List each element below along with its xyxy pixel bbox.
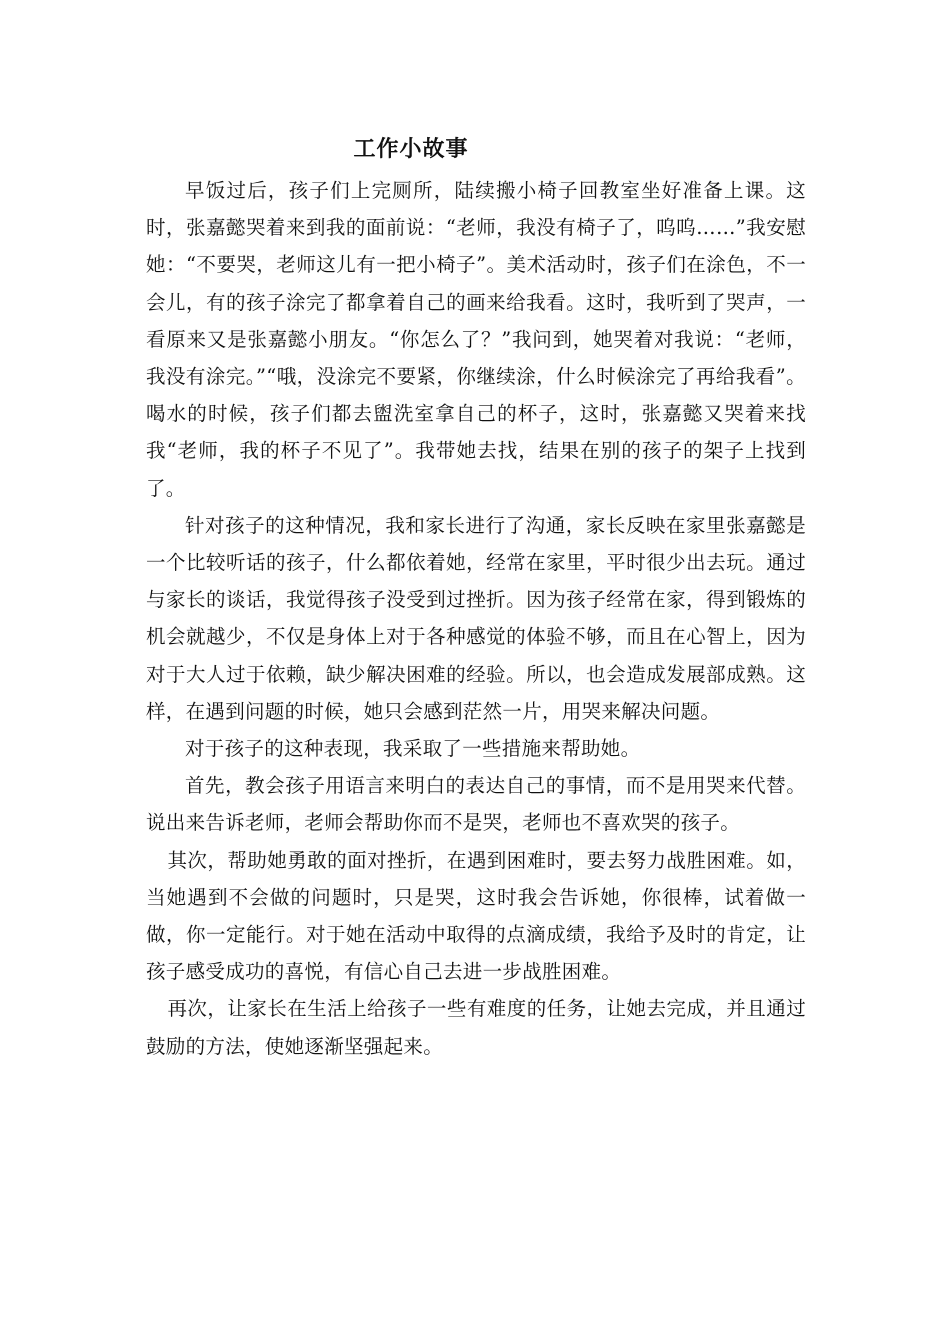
document-body: [146, 172, 806, 1065]
paragraph-3: 对于孩子的这种表现，我采取了一些措施来帮助她。: [185, 737, 641, 761]
paragraph-1: 早饭过后，孩子们上完厕所，陆续搬小椅子回教室坐好准备上课。这时，张嘉懿哭着来到我的面前说：“老师，我没有椅子了，呜呜……”我安慰她：“不要哭，老师这儿有一把小椅子”。美术活动时，孩子们在涂色，不一会儿，有的孩子涂完了都拿着自己的画来给我看。这时，我听到了哭声，一看原来又是张嘉懿小朋友。“你怎么了？”我问到，她哭着对我说：“老师，我没有涂完。”“哦，没涂完不要紧，你继续涂，什么时候涂完了再给我看”。喝水的时候，孩子们都去盥洗室拿自己的杯子，这时，张嘉懿又哭着来找我“老师，我的杯子不见了”。我带她去找，结果在别的孩子的架子上找到了。: [146, 179, 806, 500]
paragraph-4: 首先，教会孩子用语言来明白的表达自己的事情，而不是用哭来代替。说出来告诉老师，老师会帮助你而不是哭，老师也不喜欢哭的孩子。: [146, 774, 806, 835]
paragraph-6: 再次，让家长在生活上给孩子一些有难度的任务，让她去完成，并且通过鼓励的方法，使她逐渐坚强起来。: [146, 997, 806, 1058]
paragraph-2: 针对孩子的这种情况，我和家长进行了沟通，家长反映在家里张嘉懿是一个比较听话的孩子，什么都依着她，经常在家里，平时很少出去玩。通过与家长的谈话，我觉得孩子没受到过挫折。因为孩子经常在家，得到锻炼的机会就越少，不仅是身体上对于各种感觉的体验不够，而且在心智上，因为对于大人过于依赖，缺少解决困难的经验。所以，也会造成发展部成熟。这样，在遇到问题的时候，她只会感到茫然一片，用哭来解决问题。: [146, 513, 806, 723]
paragraph-5: 其次，帮助她勇敢的面对挫折，在遇到困难时，要去努力战胜困难。如，当她遇到不会做的问题时，只是哭，这时我会告诉她，你很棒，试着做一做，你一定能行。对于她在活动中取得的点滴成绩，我给予及时的肯定，让孩子感受成功的喜悦，有信心自己去进一步战胜困难。: [146, 848, 806, 984]
document-title: 工作小故事: [353, 137, 469, 162]
